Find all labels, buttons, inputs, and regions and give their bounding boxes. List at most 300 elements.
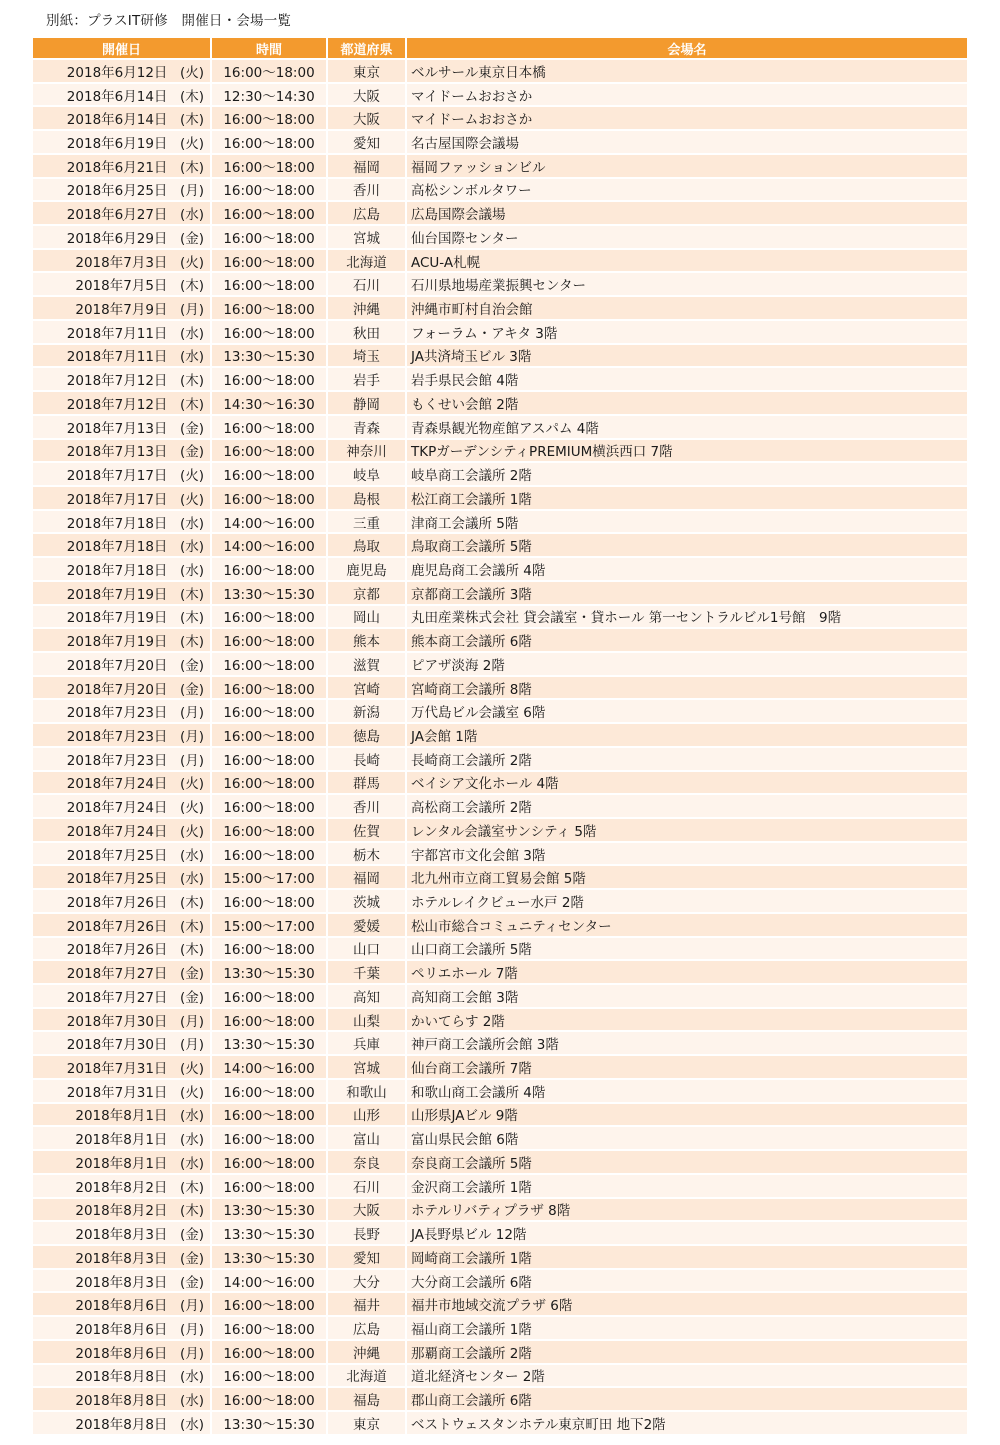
event-venue: 鳥取商工会議所 5階 xyxy=(407,534,967,558)
event-venue: 長崎商工会議所 2階 xyxy=(407,748,967,772)
event-time: 16:00～18:00 xyxy=(212,843,328,867)
date-cell xyxy=(33,772,212,796)
event-time: 16:00～18:00 xyxy=(212,1293,328,1317)
event-venue: 京都商工会議所 3階 xyxy=(407,582,967,606)
event-date: 2018年7月12日 xyxy=(66,396,168,413)
event-prefecture: 千葉 xyxy=(328,961,407,985)
event-weekday: (金) xyxy=(179,420,204,437)
event-date: 2018年8月8日 xyxy=(75,1393,168,1410)
table-row xyxy=(33,677,967,701)
event-time: 16:00～18:00 xyxy=(212,416,328,440)
event-date: 2018年7月18日 xyxy=(66,539,168,556)
date-cell xyxy=(33,1293,212,1317)
event-date: 2018年7月13日 xyxy=(66,444,168,461)
event-date: 2018年7月30日 xyxy=(66,1037,168,1054)
event-weekday: (木) xyxy=(179,918,204,935)
event-prefecture: 東京 xyxy=(328,1412,407,1436)
event-date: 2018年7月5日 xyxy=(75,278,168,295)
event-time: 16:00～18:00 xyxy=(212,1080,328,1104)
event-weekday: (水) xyxy=(179,1155,204,1172)
event-date: 2018年8月2日 xyxy=(75,1203,168,1220)
event-weekday: (月) xyxy=(179,1037,204,1054)
table-row xyxy=(33,463,967,487)
event-weekday: (水) xyxy=(179,1132,204,1149)
event-venue: 名古屋国際会議場 xyxy=(407,131,967,155)
event-date: 2018年6月14日 xyxy=(66,88,168,105)
event-time: 16:00～18:00 xyxy=(212,1317,328,1341)
event-date: 2018年7月24日 xyxy=(66,776,168,793)
event-prefecture: 大阪 xyxy=(328,1199,407,1223)
table-row xyxy=(33,226,967,250)
event-time: 16:00～18:00 xyxy=(212,606,328,630)
event-date: 2018年8月3日 xyxy=(75,1227,168,1244)
event-prefecture: 神奈川 xyxy=(328,440,407,464)
date-cell xyxy=(33,1151,212,1175)
event-venue: 北九州市立商工貿易会館 5階 xyxy=(407,866,967,890)
event-weekday: (金) xyxy=(179,444,204,461)
date-cell xyxy=(33,1056,212,1080)
event-venue: JA会館 1階 xyxy=(407,724,967,748)
event-weekday: (木) xyxy=(179,112,204,129)
event-time: 15:00～17:00 xyxy=(212,914,328,938)
table-row xyxy=(33,866,967,890)
table-row xyxy=(33,748,967,772)
table-row xyxy=(33,1056,967,1080)
date-cell xyxy=(33,107,212,131)
date-cell xyxy=(33,985,212,1009)
date-cell xyxy=(33,606,212,630)
date-cell xyxy=(33,131,212,155)
table-row xyxy=(33,629,967,653)
table-body xyxy=(33,60,967,1436)
event-weekday: (月) xyxy=(179,302,204,319)
event-prefecture: 北海道 xyxy=(328,1365,407,1389)
event-date: 2018年7月9日 xyxy=(75,302,168,319)
event-time: 15:00～17:00 xyxy=(212,866,328,890)
event-venue: 福井市地域交流プラザ 6階 xyxy=(407,1293,967,1317)
table-row xyxy=(33,914,967,938)
event-date: 2018年7月25日 xyxy=(66,847,168,864)
event-venue: フォーラム・アキタ 3階 xyxy=(407,321,967,345)
event-time: 16:00～18:00 xyxy=(212,202,328,226)
table-row xyxy=(33,534,967,558)
event-time: 16:00～18:00 xyxy=(212,107,328,131)
date-cell xyxy=(33,487,212,511)
event-date: 2018年7月25日 xyxy=(66,871,168,888)
date-cell xyxy=(33,202,212,226)
event-time: 16:00～18:00 xyxy=(212,724,328,748)
event-prefecture: 茨城 xyxy=(328,890,407,914)
date-cell xyxy=(33,1009,212,1033)
event-venue: ホテルレイクビュー水戸 2階 xyxy=(407,890,967,914)
date-cell xyxy=(33,273,212,297)
event-weekday: (水) xyxy=(179,871,204,888)
event-prefecture: 福島 xyxy=(328,1388,407,1412)
event-date: 2018年6月14日 xyxy=(66,112,168,129)
event-venue: 沖縄市町村自治会館 xyxy=(407,297,967,321)
event-prefecture: 滋賀 xyxy=(328,653,407,677)
event-time: 16:00～18:00 xyxy=(212,1341,328,1365)
table-row xyxy=(33,1175,967,1199)
event-venue: 宮崎商工会議所 8階 xyxy=(407,677,967,701)
event-date: 2018年7月27日 xyxy=(66,989,168,1006)
event-time: 16:00～18:00 xyxy=(212,273,328,297)
date-cell xyxy=(33,416,212,440)
date-cell xyxy=(33,819,212,843)
event-venue: 岩手県民会館 4階 xyxy=(407,368,967,392)
event-prefecture: 福井 xyxy=(328,1293,407,1317)
event-prefecture: 和歌山 xyxy=(328,1080,407,1104)
table-row xyxy=(33,250,967,274)
event-prefecture: 青森 xyxy=(328,416,407,440)
event-time: 14:30～16:30 xyxy=(212,392,328,416)
event-prefecture: 愛知 xyxy=(328,1246,407,1270)
date-cell xyxy=(33,1412,212,1436)
event-date: 2018年6月25日 xyxy=(66,183,168,200)
table-row xyxy=(33,1127,967,1151)
event-prefecture: 新潟 xyxy=(328,700,407,724)
event-time: 16:00～18:00 xyxy=(212,368,328,392)
event-date: 2018年7月12日 xyxy=(66,373,168,390)
table-row xyxy=(33,606,967,630)
event-venue: マイドームおおさか xyxy=(407,107,967,131)
date-cell xyxy=(33,1341,212,1365)
event-venue: 道北経済センター 2階 xyxy=(407,1365,967,1389)
event-weekday: (火) xyxy=(179,136,204,153)
event-weekday: (金) xyxy=(179,230,204,247)
event-venue: 岡崎商工会議所 1階 xyxy=(407,1246,967,1270)
date-cell xyxy=(33,914,212,938)
event-weekday: (水) xyxy=(179,1416,204,1433)
event-prefecture: 栃木 xyxy=(328,843,407,867)
event-date: 2018年8月2日 xyxy=(75,1179,168,1196)
event-date: 2018年8月1日 xyxy=(75,1132,168,1149)
event-prefecture: 山梨 xyxy=(328,1009,407,1033)
event-date: 2018年7月20日 xyxy=(66,681,168,698)
event-prefecture: 山形 xyxy=(328,1104,407,1128)
event-venue: 鹿児島商工会議所 4階 xyxy=(407,558,967,582)
event-weekday: (金) xyxy=(179,989,204,1006)
event-date: 2018年7月17日 xyxy=(66,491,168,508)
event-time: 13:30～15:30 xyxy=(212,961,328,985)
event-weekday: (水) xyxy=(179,562,204,579)
document-title: 別紙：プラスIT研修 開催日・会場一覧 xyxy=(46,13,292,29)
date-cell xyxy=(33,155,212,179)
event-date: 2018年7月19日 xyxy=(66,586,168,603)
event-prefecture: 大分 xyxy=(328,1270,407,1294)
event-prefecture: 埼玉 xyxy=(328,345,407,369)
event-weekday: (月) xyxy=(179,752,204,769)
table-row xyxy=(33,843,967,867)
event-date: 2018年6月21日 xyxy=(66,159,168,176)
event-weekday: (金) xyxy=(179,1227,204,1244)
event-date: 2018年7月31日 xyxy=(66,1084,168,1101)
event-time: 16:00～18:00 xyxy=(212,629,328,653)
event-weekday: (水) xyxy=(179,1369,204,1386)
event-venue: マイドームおおさか xyxy=(407,84,967,108)
date-cell xyxy=(33,795,212,819)
event-time: 16:00～18:00 xyxy=(212,321,328,345)
event-date: 2018年7月20日 xyxy=(66,657,168,674)
event-prefecture: 北海道 xyxy=(328,250,407,274)
event-date: 2018年8月3日 xyxy=(75,1250,168,1267)
event-weekday: (木) xyxy=(179,1179,204,1196)
date-cell xyxy=(33,938,212,962)
event-venue: 郡山商工会議所 6階 xyxy=(407,1388,967,1412)
event-weekday: (水) xyxy=(179,349,204,366)
table-row xyxy=(33,1293,967,1317)
date-cell xyxy=(33,1104,212,1128)
event-venue: 高松商工会議所 2階 xyxy=(407,795,967,819)
date-cell xyxy=(33,1175,212,1199)
event-weekday: (火) xyxy=(179,800,204,817)
event-weekday: (月) xyxy=(179,1345,204,1362)
event-venue: 奈良商工会議所 5階 xyxy=(407,1151,967,1175)
table-row xyxy=(33,1246,967,1270)
event-time: 13:30～15:30 xyxy=(212,1222,328,1246)
event-time: 16:00～18:00 xyxy=(212,938,328,962)
event-time: 16:00～18:00 xyxy=(212,250,328,274)
event-venue: 広島国際会議場 xyxy=(407,202,967,226)
event-weekday: (水) xyxy=(179,539,204,556)
table-row xyxy=(33,1317,967,1341)
event-prefecture: 沖縄 xyxy=(328,1341,407,1365)
date-cell xyxy=(33,724,212,748)
event-date: 2018年7月17日 xyxy=(66,468,168,485)
event-time: 16:00～18:00 xyxy=(212,297,328,321)
table-row xyxy=(33,1080,967,1104)
event-date: 2018年7月13日 xyxy=(66,420,168,437)
event-time: 16:00～18:00 xyxy=(212,819,328,843)
table-row xyxy=(33,368,967,392)
date-cell xyxy=(33,321,212,345)
table-header xyxy=(33,38,967,60)
event-venue: TKPガーデンシティPREMIUM横浜西口 7階 xyxy=(407,440,967,464)
table-row xyxy=(33,202,967,226)
table-row xyxy=(33,724,967,748)
event-venue: 神戸商工会議所会館 3階 xyxy=(407,1032,967,1056)
event-venue: ベイシア文化ホール 4階 xyxy=(407,772,967,796)
event-weekday: (月) xyxy=(179,728,204,745)
event-date: 2018年8月1日 xyxy=(75,1108,168,1125)
event-venue: 松江商工会議所 1階 xyxy=(407,487,967,511)
event-weekday: (木) xyxy=(179,895,204,912)
event-time: 12:30～14:30 xyxy=(212,84,328,108)
event-weekday: (火) xyxy=(179,1061,204,1078)
event-venue: ホテルリバティプラザ 8階 xyxy=(407,1199,967,1223)
table-row xyxy=(33,1412,967,1436)
date-cell xyxy=(33,392,212,416)
event-weekday: (月) xyxy=(179,1013,204,1030)
event-venue: 富山県民会館 6階 xyxy=(407,1127,967,1151)
table-row xyxy=(33,345,967,369)
event-venue: 那覇商工会議所 2階 xyxy=(407,1341,967,1365)
event-date: 2018年7月26日 xyxy=(66,918,168,935)
event-time: 16:00～18:00 xyxy=(212,890,328,914)
table-row xyxy=(33,321,967,345)
date-cell xyxy=(33,582,212,606)
event-prefecture: 岐阜 xyxy=(328,463,407,487)
event-venue: 万代島ビル会議室 6階 xyxy=(407,700,967,724)
table-row xyxy=(33,1032,967,1056)
table-row xyxy=(33,297,967,321)
date-cell xyxy=(33,961,212,985)
event-prefecture: 長崎 xyxy=(328,748,407,772)
event-date: 2018年6月12日 xyxy=(66,64,168,81)
table-row xyxy=(33,1222,967,1246)
event-date: 2018年7月23日 xyxy=(66,705,168,722)
event-time: 14:00～16:00 xyxy=(212,511,328,535)
event-venue: 石川県地場産業振興センター xyxy=(407,273,967,297)
event-weekday: (金) xyxy=(179,657,204,674)
date-cell xyxy=(33,1080,212,1104)
event-time: 14:00～16:00 xyxy=(212,534,328,558)
date-cell xyxy=(33,1365,212,1389)
event-weekday: (水) xyxy=(179,207,204,224)
date-cell xyxy=(33,629,212,653)
table-row xyxy=(33,1104,967,1128)
date-cell xyxy=(33,297,212,321)
table-row xyxy=(33,487,967,511)
venue-schedule-table xyxy=(33,38,967,1436)
event-time: 16:00～18:00 xyxy=(212,700,328,724)
event-date: 2018年7月19日 xyxy=(66,634,168,651)
event-time: 14:00～16:00 xyxy=(212,1056,328,1080)
event-prefecture: 長野 xyxy=(328,1222,407,1246)
table-row xyxy=(33,60,967,84)
date-cell xyxy=(33,226,212,250)
event-date: 2018年7月19日 xyxy=(66,610,168,627)
date-cell xyxy=(33,843,212,867)
event-weekday: (木) xyxy=(179,88,204,105)
event-venue: 宇都宮市文化会館 3階 xyxy=(407,843,967,867)
table-row xyxy=(33,1365,967,1389)
event-venue: 熊本商工会議所 6階 xyxy=(407,629,967,653)
event-date: 2018年7月30日 xyxy=(66,1013,168,1030)
event-venue: ACU-A札幌 xyxy=(407,250,967,274)
event-prefecture: 広島 xyxy=(328,202,407,226)
date-cell xyxy=(33,84,212,108)
event-prefecture: 香川 xyxy=(328,795,407,819)
event-weekday: (水) xyxy=(179,1108,204,1125)
event-time: 16:00～18:00 xyxy=(212,985,328,1009)
event-time: 16:00～18:00 xyxy=(212,1365,328,1389)
event-venue: もくせい会館 2階 xyxy=(407,392,967,416)
table-row xyxy=(33,440,967,464)
table-row xyxy=(33,961,967,985)
event-venue: ベストウェスタンホテル東京町田 地下2階 xyxy=(407,1412,967,1436)
event-time: 16:00～18:00 xyxy=(212,155,328,179)
event-weekday: (火) xyxy=(179,776,204,793)
event-prefecture: 宮崎 xyxy=(328,677,407,701)
event-venue: 和歌山商工会議所 4階 xyxy=(407,1080,967,1104)
date-cell xyxy=(33,440,212,464)
event-weekday: (木) xyxy=(179,942,204,959)
event-date: 2018年7月24日 xyxy=(66,823,168,840)
event-time: 13:30～15:30 xyxy=(212,1246,328,1270)
header-venue: 会場名 xyxy=(407,38,967,60)
event-prefecture: 鳥取 xyxy=(328,534,407,558)
table-row xyxy=(33,795,967,819)
event-venue: JA共済埼玉ビル 3階 xyxy=(407,345,967,369)
table-row xyxy=(33,511,967,535)
event-date: 2018年7月27日 xyxy=(66,966,168,983)
event-weekday: (木) xyxy=(179,586,204,603)
event-time: 16:00～18:00 xyxy=(212,463,328,487)
event-weekday: (月) xyxy=(179,183,204,200)
table-row xyxy=(33,1199,967,1223)
event-date: 2018年7月23日 xyxy=(66,752,168,769)
event-venue: ピアザ淡海 2階 xyxy=(407,653,967,677)
event-prefecture: 兵庫 xyxy=(328,1032,407,1056)
event-weekday: (火) xyxy=(179,64,204,81)
event-time: 13:30～15:30 xyxy=(212,1032,328,1056)
event-date: 2018年6月29日 xyxy=(66,230,168,247)
event-weekday: (火) xyxy=(179,254,204,271)
event-venue: 岐阜商工会議所 2階 xyxy=(407,463,967,487)
table-row xyxy=(33,1341,967,1365)
event-prefecture: 香川 xyxy=(328,179,407,203)
event-time: 14:00～16:00 xyxy=(212,1270,328,1294)
event-date: 2018年8月8日 xyxy=(75,1416,168,1433)
event-time: 16:00～18:00 xyxy=(212,440,328,464)
table-row xyxy=(33,155,967,179)
event-time: 16:00～18:00 xyxy=(212,1388,328,1412)
event-time: 13:30～15:30 xyxy=(212,345,328,369)
date-cell xyxy=(33,368,212,392)
table-row xyxy=(33,700,967,724)
event-time: 16:00～18:00 xyxy=(212,772,328,796)
event-time: 16:00～18:00 xyxy=(212,1127,328,1151)
event-date: 2018年7月3日 xyxy=(75,254,168,271)
event-weekday: (木) xyxy=(179,373,204,390)
event-venue: かいてらす 2階 xyxy=(407,1009,967,1033)
date-cell xyxy=(33,1388,212,1412)
date-cell xyxy=(33,1246,212,1270)
event-venue: 金沢商工会議所 1階 xyxy=(407,1175,967,1199)
event-venue: レンタル会議室サンシティ 5階 xyxy=(407,819,967,843)
event-date: 2018年7月23日 xyxy=(66,728,168,745)
event-venue: 福岡ファッションビル xyxy=(407,155,967,179)
event-time: 16:00～18:00 xyxy=(212,1104,328,1128)
event-venue: 丸田産業株式会社 貸会議室・貸ホール 第一セントラルビル1号館 9階 xyxy=(407,606,967,630)
date-cell xyxy=(33,890,212,914)
event-weekday: (月) xyxy=(179,705,204,722)
date-cell xyxy=(33,534,212,558)
event-venue: 山形県JAビル 9階 xyxy=(407,1104,967,1128)
event-prefecture: 三重 xyxy=(328,511,407,535)
event-date: 2018年6月19日 xyxy=(66,136,168,153)
event-weekday: (火) xyxy=(179,491,204,508)
date-cell xyxy=(33,1270,212,1294)
event-date: 2018年8月6日 xyxy=(75,1345,168,1362)
event-date: 2018年8月3日 xyxy=(75,1274,168,1291)
table-row xyxy=(33,1151,967,1175)
event-weekday: (木) xyxy=(179,159,204,176)
event-weekday: (月) xyxy=(179,1298,204,1315)
event-prefecture: 奈良 xyxy=(328,1151,407,1175)
table-row xyxy=(33,558,967,582)
date-cell xyxy=(33,1127,212,1151)
event-weekday: (木) xyxy=(179,396,204,413)
event-date: 2018年8月6日 xyxy=(75,1298,168,1315)
event-venue: 大分商工会議所 6階 xyxy=(407,1270,967,1294)
event-prefecture: 福岡 xyxy=(328,155,407,179)
event-prefecture: 秋田 xyxy=(328,321,407,345)
event-prefecture: 大阪 xyxy=(328,107,407,131)
event-venue: JA長野県ビル 12階 xyxy=(407,1222,967,1246)
event-time: 16:00～18:00 xyxy=(212,1151,328,1175)
